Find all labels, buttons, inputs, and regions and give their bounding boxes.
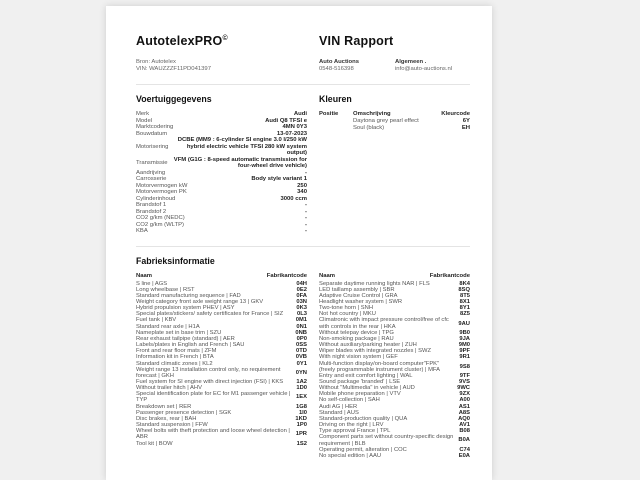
field-value: - [305,215,307,221]
factory-item-code: 8SQ [458,286,470,293]
field-label: Brandstof 1 [136,202,167,208]
field-label: Brandstof 2 [136,208,167,215]
factory-item-name: Non-smoking package | RAU [319,335,394,342]
factory-item-name: Climatronic with impact pressure control/free of cfc with controls in the rear | HKA [319,317,449,330]
factory-item-name: Standard manufacturing sequence | FAD [136,292,241,299]
color-row [319,118,470,125]
factory-item-code: 9VS [459,379,470,385]
field-value: Body style variant 1 [251,176,307,182]
field-label: CO2 g/km (NEDC) [136,215,185,221]
factory-item-code: 0K3 [296,305,307,312]
color-description: Soul (black) [353,125,385,131]
factory-item-name: Operating permit, alteration | COC [319,446,407,453]
factory-item-row [319,453,470,459]
factory-item-name: Standard rear axle | H1A [136,323,200,330]
factory-column-left [136,273,307,460]
factory-item-code: 0L3 [297,311,307,318]
factory-item-name: Audi AG | HER [319,403,358,410]
factory-item-code: 0E2 [296,286,307,293]
factory-item-code: 03N [296,298,307,305]
factory-item-code: 1S2 [296,440,307,447]
source-block [136,59,319,73]
factory-item-code: 9AU [458,320,470,327]
factory-item-code: AV1 [459,422,470,429]
factory-item-code: 9JA [459,335,470,342]
factory-item-name: Special plates/stickers/ safety certificates for France | SIZ [136,311,284,318]
factory-item-name: Entry and exit comfort lighting | WAL [319,372,413,379]
factory-item-code: B08 [459,428,470,435]
factory-section [136,256,470,460]
factory-item-code: 8Y1 [459,305,470,312]
vehicle-field-list [136,111,307,235]
factory-item-code: 0FA [296,292,307,299]
factory-item-name: Weight range 13 installation control only, no requirement forecast | GKH [136,366,281,379]
factory-item-code: 0N1 [296,323,307,330]
factory-item-code: 0YN [295,369,307,376]
field-value: - [305,221,307,228]
contact-block [395,59,470,73]
col-omschrijving: Omschrijving [353,111,391,117]
vehicle-field-row [136,157,307,170]
factory-item-name: Rear exhaust tailpipe (standard) | AER [136,335,235,342]
field-label: Marktcodering [136,124,174,130]
field-label: KBA [136,228,148,234]
factory-item-code: A00 [459,397,470,404]
factory-item-code: C74 [459,446,470,453]
col-fabrikantcode: Fabrikantcode [429,272,470,279]
factory-item-name: Component parts set without country-specific design requirement | BLB [319,434,454,447]
field-label: CO2 g/km (WLTP) [136,221,184,228]
factory-item-row [319,434,470,446]
report-page [106,6,492,480]
color-code: 6Y [462,118,470,124]
factory-item-code: 8X1 [459,298,470,305]
page-title: VIN Rapport [319,34,394,48]
factory-item-code: 8Z5 [460,311,470,318]
factory-section-title: Fabrieksinformatie [136,255,215,266]
factory-columns [136,273,470,460]
factory-item-code: AS1 [458,403,470,410]
field-value: DCBE (MM9 : 6-cylinder SI engine 3.0 l/250 kW hybrid electric vehicle TFSI 280 kW system output) [177,137,307,156]
factory-item-name: Two-tone horn | SNH [319,305,374,312]
factory-item-code: 1PR [295,431,307,438]
factory-item-code: 8T5 [460,292,470,299]
company-name: Auto Auctions [319,59,360,65]
factory-item-code: 0VB [295,354,307,361]
factory-item-name: Not hot country | MKU [319,311,376,318]
factory-item-code: 0M1 [295,317,307,324]
col-naam: Naam [136,272,153,279]
factory-item-name: No special edition | AAU [319,452,382,459]
factory-item-name: Tool kit | BOW [136,440,173,447]
factory-item-code: 9ZX [459,391,470,398]
color-code: EH [461,125,470,131]
factory-item-code: 1P0 [296,422,307,429]
factory-item-code: 0Y1 [296,360,307,367]
factory-item-name: Front and rear floor mats | ZFM [136,348,217,355]
factory-item-name: Wiper blades with integrated nozzles | SWZ [319,348,432,355]
factory-item-name: Mobile phone preparation | VTV [319,391,401,398]
factory-item-name: Standard | AUS [319,409,359,416]
report-header [136,34,470,48]
field-value: 340 [297,189,307,195]
color-description: Daytona grey pearl effect [353,118,419,124]
factory-table-header [319,273,470,280]
factory-item-code: 1KD [295,415,307,422]
factory-item-code: 0SS [296,342,307,349]
factory-item-name: Nameplate set in base trim | SZU [136,329,222,336]
factory-item-name: LED taillamp assembly | SBR [319,286,395,293]
factory-item-name: With night vision system | GEF [319,354,398,361]
field-value: 13-07-2023 [276,130,307,137]
field-label: Carrosserie [136,176,167,182]
field-value: Audi Q8 TFSI e [265,117,307,124]
divider [136,84,470,85]
field-value: - [305,169,307,176]
factory-item-name: Weight category front axle weight range 13 | GKV [136,298,264,305]
factory-item-name: Fuel system for SI engine with direct injection (FSI) | KKS [136,379,284,385]
factory-item-name: No self-collection | SAH [319,397,380,404]
field-label: Model [136,117,153,124]
factory-item-name: Fuel tank | KBV [136,317,177,324]
field-label: Cylinderinhoud [136,195,176,202]
factory-item-name: Special identification plate for EC for M1 passenger vehicle | TYP [136,391,291,404]
colors-table-header [319,111,470,118]
vehicle-field-row [136,137,307,157]
copyright-mark: © [222,34,228,42]
field-label: Aandrijving [136,169,166,176]
field-value: - [305,202,307,208]
factory-item-code: 04H [296,280,307,287]
factory-item-code: 0NB [295,329,307,336]
factory-table-header [136,273,307,280]
factory-item-code: 0P0 [296,335,307,342]
factory-item-name: Sound package 'branded' | LSE [319,379,401,385]
factory-item-code: 9R1 [459,354,470,361]
factory-item-name: S line | AGS [136,280,168,287]
factory-item-name: Multi-function display/on-board computer"FPK" (freely programmable instrument cluster) | MFA [319,360,441,373]
company-phone: 0548-516398 [319,66,354,72]
col-fabrikantcode: Fabrikantcode [266,272,307,279]
factory-item-name: Hybrid propulsion system PHEV | ASY [136,305,235,312]
factory-item-name: Standard suspension | FFW [136,422,208,429]
factory-item-row [136,367,307,379]
factory-item-row [136,391,307,403]
color-position [319,118,353,125]
factory-item-code: 8K4 [459,280,470,287]
factory-item-name: Wheel bolts with theft protection and loose wheel detection | ABR [136,428,290,441]
vin-value: VIN: WAUZZZF11PD041397 [136,66,211,72]
factory-item-name: Standard-production quality | QUA [319,415,408,422]
factory-item-name: Passenger presence detection | SGK [136,409,232,416]
field-value: 3000 ccm [280,195,307,202]
colors-section [319,94,470,235]
factory-item-code: 1A2 [296,379,307,385]
factory-item-name: Without trailer hitch | AHV [136,385,202,392]
factory-item-name: Without auxiliary/parking heater | ZUH [319,342,417,349]
factory-item-name: Without telepay device | TPG [319,329,394,336]
factory-item-name: Without "Multimedia" in vehicle | AUD [319,385,415,392]
field-label: Merk [136,111,150,117]
factory-item-row [319,317,470,329]
factory-item-name: Headlight washer system | SWR [319,298,403,305]
app-brand [136,34,319,48]
factory-item-code: 9S8 [459,363,470,370]
factory-item-code: B0A [458,437,470,444]
factory-item-name: Driving on the right | LRV [319,422,384,429]
field-label: Motorvermogen kW [136,182,188,189]
factory-item-code: 1G8 [296,403,307,410]
factory-item-name: Disc brakes, rear | BAH [136,415,197,422]
factory-item-row [136,428,307,440]
company-block [319,59,395,73]
factory-column-right [319,273,470,460]
field-value: 250 [297,182,307,189]
factory-item-name: Long wheelbase | RST [136,286,195,293]
field-value: - [305,228,307,234]
factory-item-code: 9TF [459,372,470,379]
report-meta [136,59,470,73]
factory-item-name: Labels/plates in English and French | SAU [136,342,245,349]
factory-item-name: Breakdown set | RER [136,403,192,410]
factory-item-name: Adaptive Cruise Control | GRA [319,292,398,299]
color-position [319,125,353,132]
factory-item-code: 9WC [457,385,470,392]
contact-email[interactable]: info@auto-auctions.nl [395,66,453,72]
factory-item-name: Information kit in French | BTA [136,354,214,361]
field-value: 4MN 0Y3 [282,124,307,130]
factory-item-code: 9B0 [459,329,470,336]
col-positie: Positie [319,111,339,117]
color-row [319,125,470,132]
col-kleurcode: Kleurcode [441,111,470,117]
factory-table-body-left [136,281,307,447]
field-label: Bouwdatum [136,130,168,137]
vehicle-field-row [136,228,307,235]
divider [136,246,470,247]
factory-item-code: 9M0 [458,342,470,349]
colors-table-body [319,118,470,132]
field-label: Motorvermogen PK [136,189,187,195]
factory-item-code: AQ0 [458,415,470,422]
factory-item-name: Separate daytime running lights NAR | FLS [319,280,430,287]
factory-item-code: 9PF [459,348,470,355]
factory-item-code: 1I0 [298,409,307,416]
factory-item-name: Type approval France | TPL [319,428,391,435]
factory-item-row [136,441,307,447]
field-value: Audi [293,111,307,117]
field-label: Transmissie [136,159,168,166]
field-value: VFM (G1G : 8-speed automatic transmission for four-wheel drive vehicle) [173,156,307,169]
factory-item-code: 1EX [296,394,307,401]
source-label: Bron: Autotelex [136,59,176,65]
factory-item-name: Standard climatic zones | KL2 [136,360,213,367]
vehicle-section [136,94,307,235]
factory-table-body-right [319,281,470,460]
factory-item-code: 1D0 [296,385,307,392]
field-value: - [305,208,307,215]
factory-item-code: E0A [458,452,470,459]
vehicle-section-title: Voertuiggegevens [136,94,212,104]
colors-section-title: Kleuren [319,94,352,104]
col-naam: Naam [319,272,336,279]
factory-item-row [319,361,470,373]
factory-item-code: A8S [458,409,470,416]
vehicle-and-colors [136,94,470,235]
brand-text: AutotelexPRO [136,34,223,48]
contact-label: Algemeen . [395,59,427,65]
field-label: Motorisering [136,143,169,150]
factory-item-code: 0TD [296,348,307,355]
